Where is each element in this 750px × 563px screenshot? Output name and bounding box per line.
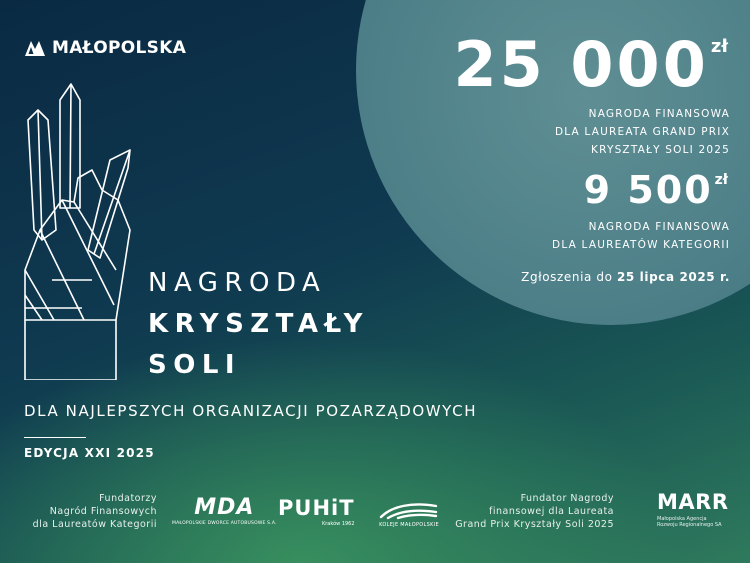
submission-deadline: Zgłoszenia do 25 lipca 2025 r. — [521, 270, 730, 284]
title-line-2: KRYSZTAŁY — [148, 309, 369, 339]
currency-label: zł — [714, 172, 728, 188]
malopolska-logo — [24, 38, 186, 58]
brand-name: MAŁOPOLSKA — [52, 38, 187, 58]
grand-prix-amount: 25 000 $^{zł}$ — [453, 28, 728, 101]
salt-crystal-trophy-icon — [22, 80, 137, 380]
deadline-date: 25 lipca 2025 r. — [616, 270, 730, 284]
category-founders-label: Fundatorzy Nagród Finansowych dla Laureatów Kategorii — [32, 493, 157, 530]
malopolska-mountains-icon — [24, 39, 46, 57]
category-prize-amount: 9 500 $^{zł}$ — [583, 168, 728, 212]
grand-prix-founder-label: Fundator Nagrody finansowej dla Laureata Grand Prix Kryształy Soli 2025 — [455, 493, 614, 530]
title-line-1: NAGRODA — [148, 268, 327, 298]
puhit-logo: PUHiT Kraków 1962 — [278, 496, 355, 527]
category-prize-caption: NAGRODA FINANSOWA DLA LAUREATÓW KATEGORII — [552, 221, 730, 251]
title-line-3: SOLI — [148, 350, 242, 380]
koleje-malopolskie-logo: KOLEJE MAŁOPOLSKIE — [378, 500, 440, 528]
edition-label: EDYCJA XXI 2025 — [24, 446, 155, 460]
mda-logo: MDA MAŁOPOLSKIE DWORCE AUTOBUSOWE S.A. — [172, 495, 277, 526]
divider — [24, 437, 86, 438]
subtitle: DLA NAJLEPSZYCH ORGANIZACJI POZARZĄDOWYCH — [24, 402, 478, 420]
marr-logo: MARR Małopolska Agencja Rozwoju Regionalnego SA — [657, 490, 729, 528]
grand-prix-caption: NAGRODA FINANSOWA DLA LAUREATA GRAND PRIX KRYSZTAŁY SOLI 2025 — [554, 108, 730, 156]
currency-label: zł — [710, 36, 728, 57]
